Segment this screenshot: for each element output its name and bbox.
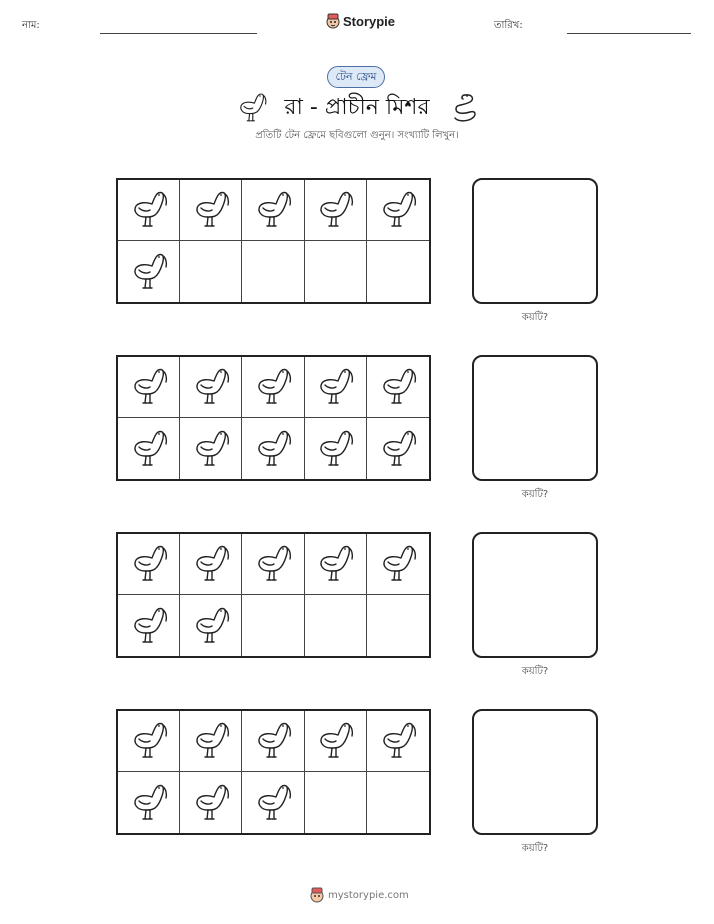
brand-name: Storypie	[343, 13, 396, 29]
frame-cell	[180, 534, 242, 595]
instructions: প্রতিটি টেন ফ্রেমে ছবিগুলো গুনুন। সংখ্যাটি লিখুন।	[255, 130, 459, 141]
answer-label-2: কয়টি?	[521, 489, 549, 500]
frame-cell	[180, 772, 242, 833]
frame-cell	[118, 357, 180, 418]
frame-cell	[305, 534, 367, 595]
ibis-icon	[129, 721, 169, 761]
ibis-icon	[129, 252, 169, 292]
ibis-icon	[315, 544, 355, 584]
answer-box-2[interactable]	[472, 355, 598, 481]
ibis-icon	[191, 721, 231, 761]
frame-cell	[118, 772, 180, 833]
frame-cell	[305, 180, 367, 241]
frame-cell	[180, 180, 242, 241]
ibis-icon	[253, 429, 293, 469]
ibis-icon	[253, 783, 293, 823]
ibis-icon	[253, 367, 293, 407]
frame-cell	[242, 711, 304, 772]
ibis-icon	[129, 606, 169, 646]
ibis-icon	[191, 190, 231, 230]
page-title: রা - প্রাচীন মিশর	[284, 95, 430, 120]
frame-cell	[242, 772, 304, 833]
date-label: তারিখ:	[494, 20, 523, 31]
answer-label-3: কয়টি?	[521, 666, 549, 677]
storypie-mascot-icon	[310, 887, 324, 903]
ibis-icon	[129, 544, 169, 584]
frame-cell	[180, 241, 242, 302]
ten-frame-badge: টেন ফ্রেম	[327, 66, 385, 88]
footer-url: mystorypie.com	[328, 889, 409, 901]
ibis-icon	[315, 429, 355, 469]
frame-cell	[118, 534, 180, 595]
frame-cell	[305, 418, 367, 479]
frame-cell	[242, 357, 304, 418]
ibis-icon	[315, 367, 355, 407]
storypie-mascot-icon	[326, 13, 340, 29]
frame-cell	[367, 357, 429, 418]
frame-cell	[305, 595, 367, 656]
name-line[interactable]	[100, 33, 257, 34]
date-line[interactable]	[567, 33, 691, 34]
frame-cell	[242, 595, 304, 656]
ibis-icon	[129, 367, 169, 407]
frame-cell	[180, 711, 242, 772]
frame-cell	[367, 418, 429, 479]
frame-cell	[367, 534, 429, 595]
ibis-icon	[378, 429, 418, 469]
answer-label-4: কয়টি?	[521, 843, 549, 854]
frame-cell	[367, 180, 429, 241]
brand-logo	[326, 13, 395, 29]
ibis-icon	[253, 544, 293, 584]
frame-cell	[242, 534, 304, 595]
frame-cell	[305, 772, 367, 833]
ibis-icon	[129, 783, 169, 823]
ibis-icon	[378, 367, 418, 407]
footer	[310, 887, 409, 903]
frame-cell	[180, 595, 242, 656]
ibis-icon	[378, 544, 418, 584]
ten-frame-1	[116, 178, 431, 304]
answer-label-1: কয়টি?	[521, 312, 549, 323]
frame-cell	[305, 357, 367, 418]
ibis-icon	[191, 783, 231, 823]
ten-frame-2	[116, 355, 431, 481]
answer-box-4[interactable]	[472, 709, 598, 835]
answer-box-1[interactable]	[472, 178, 598, 304]
ten-frame-4	[116, 709, 431, 835]
frame-cell	[180, 357, 242, 418]
ibis-icon	[191, 544, 231, 584]
ibis-icon	[378, 190, 418, 230]
frame-cell	[118, 241, 180, 302]
frame-cell	[367, 772, 429, 833]
ibis-icon	[315, 190, 355, 230]
frame-cell	[242, 180, 304, 241]
ibis-icon	[253, 721, 293, 761]
frame-cell	[118, 595, 180, 656]
frame-cell	[242, 418, 304, 479]
answer-box-3[interactable]	[472, 532, 598, 658]
name-label: নাম:	[22, 20, 40, 31]
frame-cell	[367, 595, 429, 656]
frame-cell	[180, 418, 242, 479]
frame-cell	[118, 418, 180, 479]
ten-frame-3	[116, 532, 431, 658]
frame-cell	[367, 711, 429, 772]
ibis-icon	[378, 721, 418, 761]
frame-cell	[118, 180, 180, 241]
ibis-icon	[129, 429, 169, 469]
frame-cell	[305, 241, 367, 302]
frame-cell	[118, 711, 180, 772]
ibis-icon	[129, 190, 169, 230]
ibis-icon	[191, 429, 231, 469]
ibis-icon	[191, 606, 231, 646]
frame-cell	[367, 241, 429, 302]
ibis-icon	[253, 190, 293, 230]
frame-cell	[305, 711, 367, 772]
ibis-icon	[315, 721, 355, 761]
snake-icon	[450, 90, 480, 124]
frame-cell	[242, 241, 304, 302]
ibis-icon	[191, 367, 231, 407]
